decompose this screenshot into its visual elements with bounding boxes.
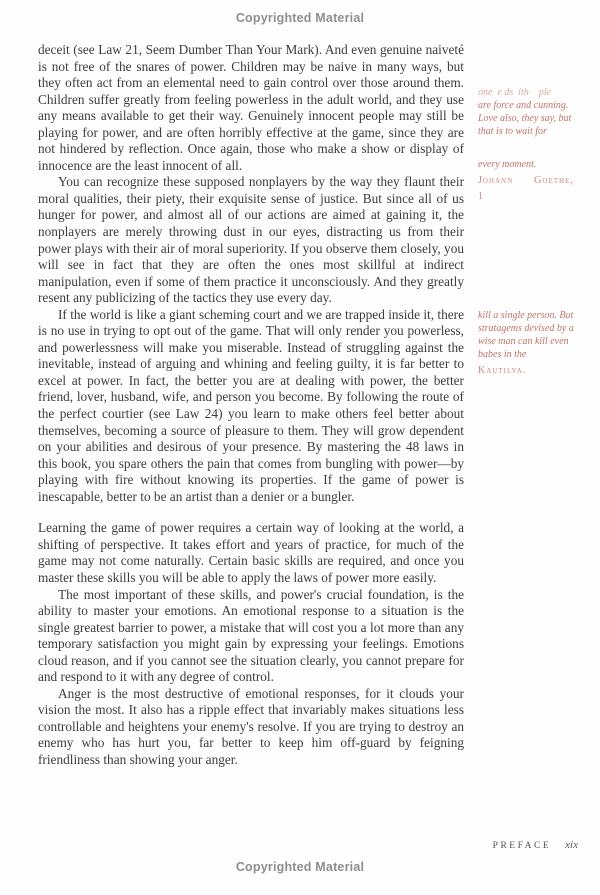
body-paragraph: The most important of these skills, and power's crucial foundation, is the ability to master your emotions. An emotional response to a situation is the single greatest barrier to power, a mistake that will cost you a lot more than any temporary satisfaction you might gain by expressing your feelings. Emotions cloud reason, and if you cannot see the situation clearly, you cannot prepare for and respond to it with any degree of control. [38,586,464,685]
margin-quote-line: are force and cunning. [478,100,569,111]
copyright-banner-bottom: Copyrighted Material [235,860,365,874]
running-footer [493,835,578,853]
margin-quote-line: stratagems devised by a [478,323,574,334]
footer-page-number: xix [565,839,578,851]
footer-section-label: PREFACE [492,841,552,851]
margin-quote-attribution: Johann Goethe, [478,175,574,186]
margin-quote-line: one e ds ith ple [478,87,552,98]
margin-note-kautilya [478,309,580,377]
margin-note-goethe [478,86,580,203]
margin-quote-line: every moment. [478,159,537,170]
body-paragraph: If the world is like a giant scheming court and we are trapped inside it, there is no use in trying to opt out of the game. That will only render you powerless, and powerlessness will make you miserable. Instead of struggling against the inevitable, instead of arguing and whining and feeling guilty, it is far better to excel at power. In fact, the better you are at dealing with power, the better friend, lover, husband, wife, and person you become. By following the route of the perfect courtier (see Law 24) you learn to make others feel better about themselves, becoming a source of pleasure to them. They will grow dependent on your abilities and desirous of your presence. By mastering the 48 laws in this book, you spare others the pain that comes from bungling with power—by playing with fire without knowing its properties. If the game of power is inescapable, better to be an artist than a denier or a bungler. [38,306,464,504]
body-paragraph: deceit (see Law 21, Seem Dumber Than Your Mark). And even genuine naiveté is not free of the snares of power. Children may be naive in many ways, but they often act from an elemental need to gain control over those around them. Children suffer greatly from feeling powerless in the adult world, and they use any means available to get their way. Genuinely innocent people may still be playing for power, and are often horribly effective at the game, since they are not hindered by reflection. Once again, those who make a show or display of innocence are the least innocent of all. [38,42,464,173]
margin-quote-line: wise man can kill even [478,336,569,347]
body-paragraph: Anger is the most destructive of emotional responses, for it clouds your vision the most. It also has a ripple effect that invariably makes situations less controllable and heightens your enemy's resolve. If you are trying to destroy an enemy who has hurt you, far better to keep him off-guard by feigning friendliness than showing your anger. [38,685,464,767]
copyright-banner-top: Copyrighted Material [235,11,365,25]
margin-quote-line: kill a single person. But [478,310,574,321]
margin-quote-attribution: Kautilya. [478,365,527,376]
margin-quote-line: that is to wait for [478,126,547,137]
body-text [38,42,464,769]
margin-quote-line: Love also, they say, but [478,113,572,124]
body-paragraph: You can recognize these supposed nonplayers by the way they flaunt their moral qualities, their piety, their exquisite sense of justice. But since all of us hunger for power, and almost all of our actions are aimed at gaining it, the nonplayers are merely throwing dust in our eyes, distracting us from their power plays with their air of moral superiority. If you observe them closely, you will see in fact that they are often the ones most skillful at indirect manipulation, even if some of them practice it unconsciously. And they greatly resent any publicizing of the tactics they use every day. [38,174,464,306]
body-paragraph: Learning the game of power requires a certain way of looking at the world, a shifting of perspective. It takes effort and years of practice, for much of the game may not come naturally. Certain basic skills are required, and once you master these skills you will be able to apply the laws of power more easily. [38,520,464,585]
marginalia-column [478,0,580,895]
margin-quote-line [478,138,580,158]
margin-quote-attribution: 1 [478,191,484,202]
margin-quote-line: babes in the [478,349,527,360]
